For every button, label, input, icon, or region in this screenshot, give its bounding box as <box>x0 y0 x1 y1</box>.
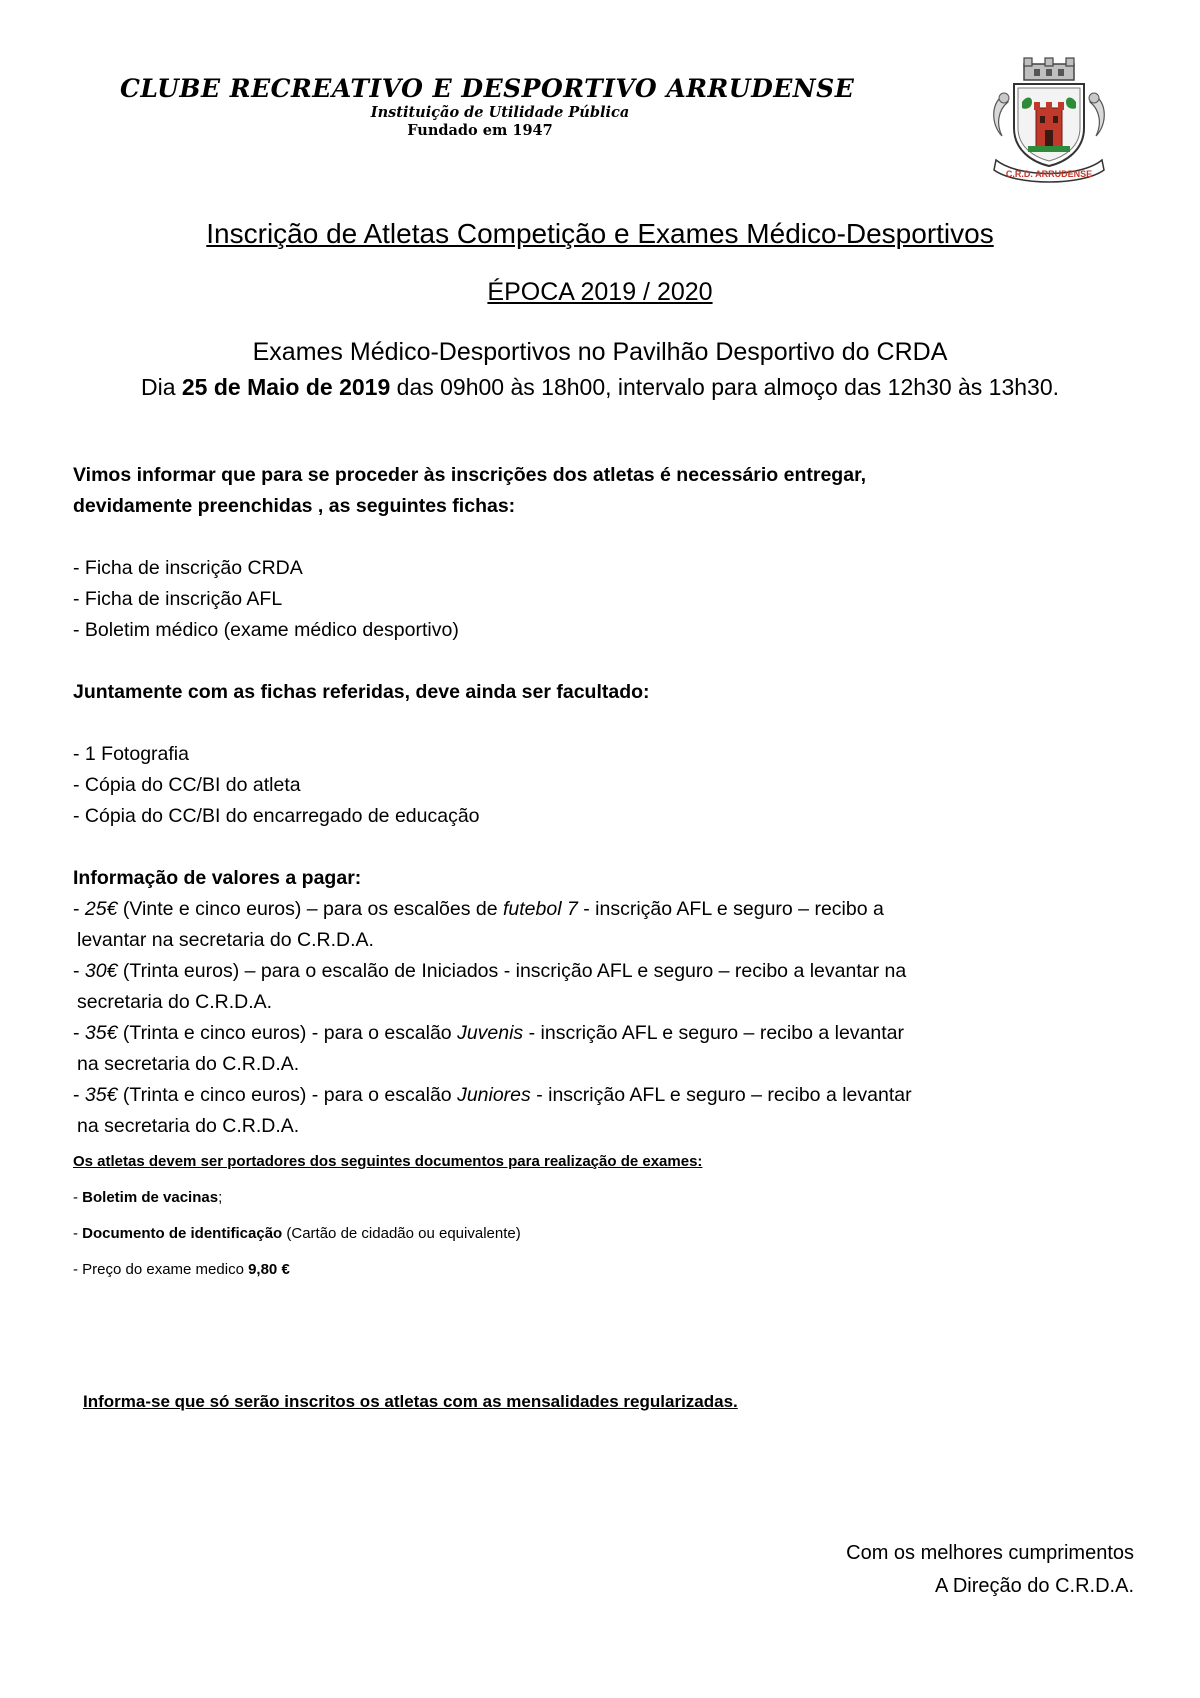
payments-heading: Informação de valores a pagar: <box>73 867 362 889</box>
exam-hours: das 09h00 às 18h00, intervalo para almoço das 12h30 às 13h30. <box>390 374 1060 400</box>
exams-date-line <box>0 374 1200 401</box>
extra-item: - Cópia do CC/BI do encarregado de educação <box>73 805 480 827</box>
exam-doc-vaccines: - Boletim de vacinas; <box>73 1189 223 1206</box>
club-crest-icon <box>988 56 1110 184</box>
form-item: - Ficha de inscrição AFL <box>73 588 283 610</box>
exams-location: Exames Médico-Desportivos no Pavilhão Desportivo do CRDA <box>252 338 948 366</box>
exam-price: - Preço do exame medico 9,80 € <box>73 1261 290 1278</box>
form-item: - Boletim médico (exame médico desportivo) <box>73 619 459 641</box>
payment-tier: Juvenis <box>457 1022 524 1044</box>
crest-ribbon-text: C.R.D. ARRUDENSE <box>1005 169 1093 179</box>
together-heading: Juntamente com as fichas referidas, deve ainda ser facultado: <box>73 681 650 703</box>
payment-item: - 25€ (Vinte e cinco euros) – para os escalões de futebol 7 - inscrição AFL e seguro – recibo a <box>73 898 884 920</box>
payment-item-continued: levantar na secretaria do C.R.D.A. <box>77 929 374 951</box>
club-name: CLUBE RECREATIVO E DESPORTIVO ARRUDENSE <box>120 74 855 103</box>
payment-item-continued: secretaria do C.R.D.A. <box>77 991 273 1013</box>
extra-item: - Cópia do CC/BI do atleta <box>73 774 301 796</box>
closing-signatory: A Direção do C.R.D.A. <box>935 1575 1134 1597</box>
payment-item: - 35€ (Trinta e cinco euros) - para o escalão Juvenis - inscrição AFL e seguro – recibo a levantar <box>73 1022 904 1044</box>
payment-item: - 30€ (Trinta euros) – para o escalão de Iniciados - inscrição AFL e seguro – recibo a levantar na <box>73 960 907 982</box>
intro-line-2: devidamente preenchidas , as seguintes fichas: <box>73 495 516 517</box>
payment-amount: 25€ <box>84 898 118 920</box>
exam-docs-heading: Os atletas devem ser portadores dos seguintes documentos para realização de exames: <box>73 1153 703 1170</box>
letterhead <box>120 74 855 140</box>
exam-date: 25 de Maio de 2019 <box>181 374 391 400</box>
intro-line-1: Vimos informar que para se proceder às inscrições dos atletas é necessário entregar, <box>73 464 866 486</box>
extra-item: - 1 Fotografia <box>73 743 189 765</box>
closing-signature <box>846 1537 1134 1603</box>
payment-item-continued: na secretaria do C.R.D.A. <box>77 1053 300 1075</box>
date-prefix: Dia <box>140 374 182 400</box>
payment-amount: 30€ <box>84 960 118 982</box>
document-body <box>73 460 1133 1280</box>
registration-notice: Informa-se que só serão inscritos os atletas com as mensalidades regularizadas. <box>83 1392 738 1411</box>
payment-amount: 35€ <box>84 1084 118 1106</box>
exam-doc-id: - Documento de identificação (Cartão de cidadão ou equivalente) <box>73 1225 521 1242</box>
payment-item-continued: na secretaria do C.R.D.A. <box>77 1115 300 1137</box>
exam-price-value: 9,80 € <box>248 1261 290 1278</box>
form-item: - Ficha de inscrição CRDA <box>73 557 303 579</box>
closing-greeting: Com os melhores cumprimentos <box>846 1542 1134 1564</box>
payment-tier: futebol 7 <box>503 898 578 920</box>
payment-amount: 35€ <box>84 1022 118 1044</box>
club-founded: Fundado em 1947 <box>407 122 553 139</box>
payment-tier: Juniores <box>457 1084 531 1106</box>
document-title: Inscrição de Atletas Competição e Exames Médico-Desportivos <box>206 218 994 249</box>
club-status: Instituição de Utilidade Pública <box>370 104 630 121</box>
season-title: ÉPOCA 2019 / 2020 <box>487 278 713 306</box>
payment-item: - 35€ (Trinta e cinco euros) - para o escalão Juniores - inscrição AFL e seguro – recibo a levantar <box>73 1084 912 1106</box>
